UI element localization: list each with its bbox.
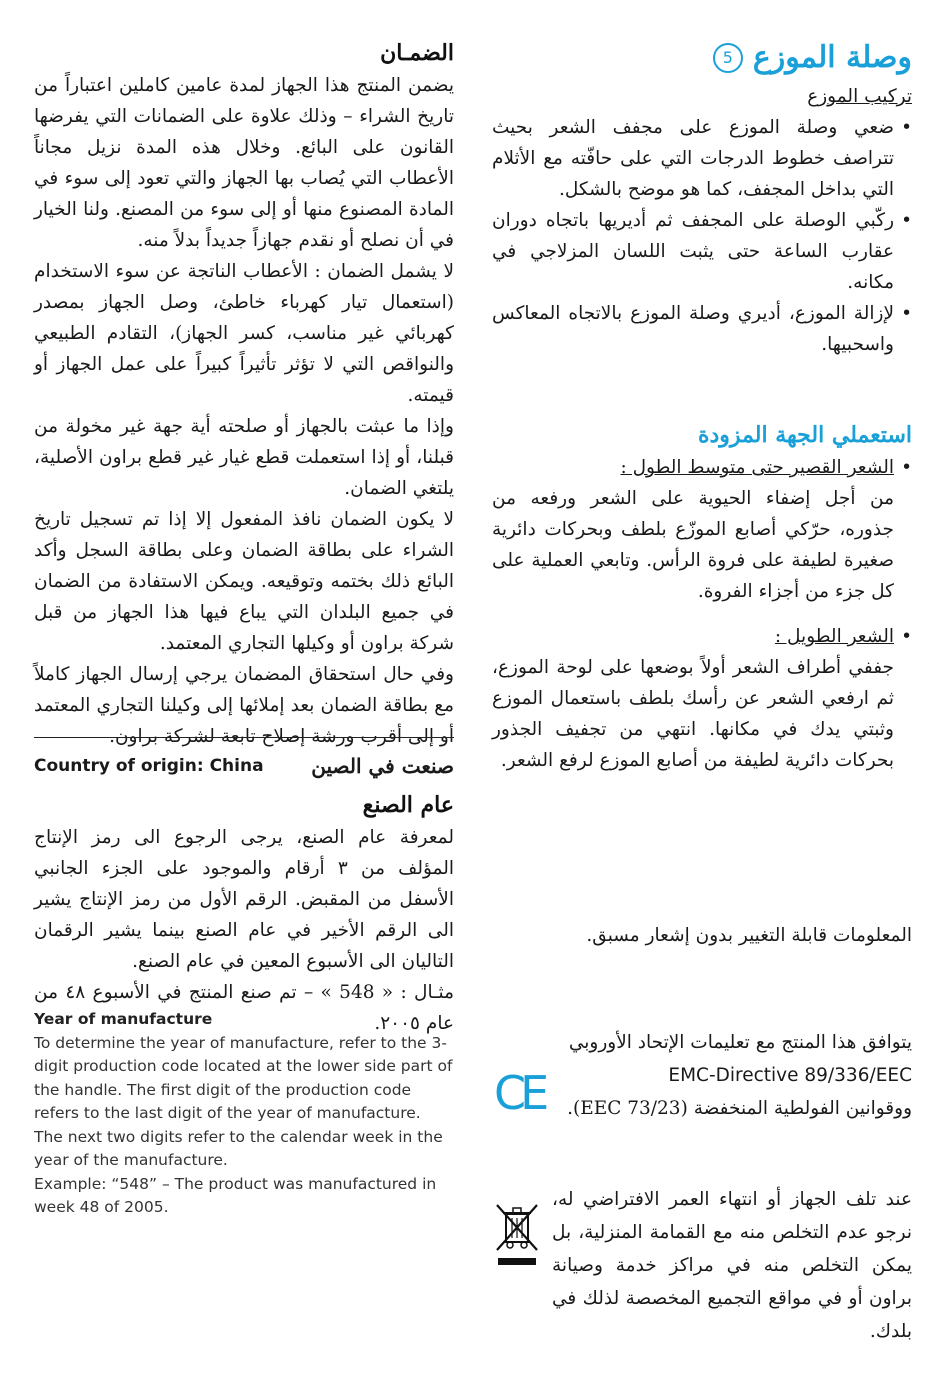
manufacture-ar-section [34, 792, 454, 1039]
distributor-section [492, 40, 912, 776]
compliance-line-1: يتوافق هذا المنتج مع تعليمات الإتحاد الأوروبي [568, 1032, 912, 1053]
compliance-line-2: EMC-Directive 89/336/EEC [668, 1065, 912, 1086]
warranty-section [34, 40, 454, 752]
manufacture-en-heading: Year of manufacture [34, 1010, 213, 1028]
warranty-heading: الضمـان [380, 40, 454, 66]
ce-mark-icon: CE [494, 1066, 544, 1120]
crossed-bin-icon [494, 1202, 540, 1268]
warranty-p2: لا يشمل الضمان : الأعطاب الناتجة عن سوء الاستخدام (استعمال تيار كهرباء خاطئ، وصل الجهاز بمصدر كهربائي غير مناسب، كسر الجهاز)، التقادم الطبيعي والنواقص التي لا تؤثر تأثيراً كبيراً على عمل الجهاز أو قيمته. [34, 261, 454, 406]
divider [34, 737, 454, 738]
manufacture-ar-example: مثـال : « 548 » – تم صنع المنتج في الأسبوع ٤٨ من عام ٢٠٠٥. [34, 982, 454, 1034]
use-heading: استعملي الجهة المزودة [697, 422, 912, 448]
short-hair-text: من أجل إضفاء الحيوية على الشعر ورفعه من جذوره، حرّكي أصابع الموزّع بلطف وبحركات دائرية صغيرة لطيفة على فروة الرأس. وتابعي العملية على كل جزء من أجزاء الفروة. [492, 488, 894, 602]
compliance-block [560, 1026, 912, 1125]
origin-row [34, 754, 454, 778]
manufacture-en-section [34, 1008, 454, 1220]
distributor-title-text: وصلة الموزع [752, 40, 912, 75]
warranty-p1: يضمن المنتج هذا الجهاز لمدة عامين كاملين اعتباراً من تاريخ الشراء – وذلك علاوة على الضمانات التي يفرضها القانون على البائع. وخلال هذه المدة نزيل مجاناً الأعطاب التي يُصاب بها الجهاز والتي تعود إلى سوء في المادة المصنوع منها أو إلى سوء من المصنع. ولنا الخيار في أن نصلح أو نقدم جهازاً جديداً بدلاً منه. [34, 75, 454, 251]
long-hair-text: جففي أطراف الشعر أولاً بوضعها على لوحة الموزع، ثم ارفعي الشعر عن رأسك بلطف باستعمال الموزع وثبتي يدك في مكانها. انتهي من تجفيف الجذور بحركات دائرية لطيفة من أصابع الموزع لرفع الشعر. [492, 657, 894, 771]
warranty-p4: لا يكون الضمان نافذ المفعول إلا إذا تم تسجيل تاريخ الشراء على بطاقة الضمان وعلى بطاقة السجل وأكد البائع ذلك بختمه وتوقيعه. ويمكن الاستفادة من الضمان في جميع البلدان التي يباع فيها هذا الجهاز من قبل شركة براون أو وكيلها التجاري المعتمد. [34, 509, 454, 654]
compliance-line-3: ووقوانين الفولطية المنخفضة (73/23 EEC). [567, 1098, 912, 1119]
long-hair-label: • الشعر الطويل : [492, 621, 912, 652]
manufacture-en-example: Example: “548” – The product was manufactured in week 48 of 2005. [34, 1174, 437, 1216]
distributor-title [492, 40, 912, 75]
section-number-badge: 5 [713, 43, 743, 73]
manufacture-ar-text: لمعرفة عام الصنع، يرجى الرجوع الى رمز الإنتاج المؤلف من ٣ أرقام والموجود على الجزء الجانبي الأسفل من المقبض. الرقم الأول من رمز الإنتاج يشير الى الرقم الأخير في عام الصنع بينما يشير الرقمان التاليان الى الأسبوع المعين في عام الصنع. [34, 827, 454, 972]
fit-bullet-1: • ضعي وصلة الموزع على مجفف الشعر بحيث تتراصف خطوط الدرجات التي على حافّته مع الأثلام التي بداخل المجفف، كما هو موضح بالشكل. [492, 112, 912, 205]
fit-bullet-3: • لإزالة الموزع، أديري وصلة الموزع بالاتجاه المعاكس واسحبيها. [492, 298, 912, 360]
fit-bullet-2: • ركّبي الوصلة على المجفف ثم أديريها باتجاه دوران عقارب الساعة حتى يثبت اللسان المزلاجي في مكانه. [492, 205, 912, 298]
fit-heading: تركيب الموزع [807, 86, 912, 107]
short-hair-label: • الشعر القصير حتى متوسط الطول : [492, 452, 912, 483]
manufacture-ar-heading: عام الصنع [362, 792, 454, 818]
origin-en: Country of origin: China [34, 756, 264, 776]
warranty-p5: وفي حال استحقاق المضمان يرجي إرسال الجهاز كاملاً مع بطاقة الضمان بعد إملائها إلى وكيلنا التجاري المعتمد أو إلى أقرب ورشة إصلاح تابعة لشركة براون. [34, 664, 454, 747]
origin-ar: صنعت في الصين [311, 754, 454, 778]
disposal-text: عند تلف الجهاز أو انتهاء العمر الافتراضي له، نرجو عدم التخلص منه مع القمامة المنزلية، بل يمكن التخلص منه في مراكز خدمة وصيانة براون أو في مواقع التجميع المخصصة لذلك في بلدك. [552, 1188, 912, 1342]
manufacture-en-text: To determine the year of manufacture, refer to the 3-digit production code located at the lower side part of the handle. The first digit of the production code refers to the last digit of the year of manufacture. The next two digits refer to the calendar week in the year of the manufacture. [34, 1033, 453, 1169]
warranty-p3: وإذا ما عبثت بالجهاز أو صلحته أية جهة غير مخولة من قبلنا، أو إذا استعملت قطع غيار غير قطع براون الأصلية، يلتغي الضمان. [34, 416, 454, 499]
notice-text: المعلومات قابلة التغيير بدون إشعار مسبق. [586, 925, 912, 946]
